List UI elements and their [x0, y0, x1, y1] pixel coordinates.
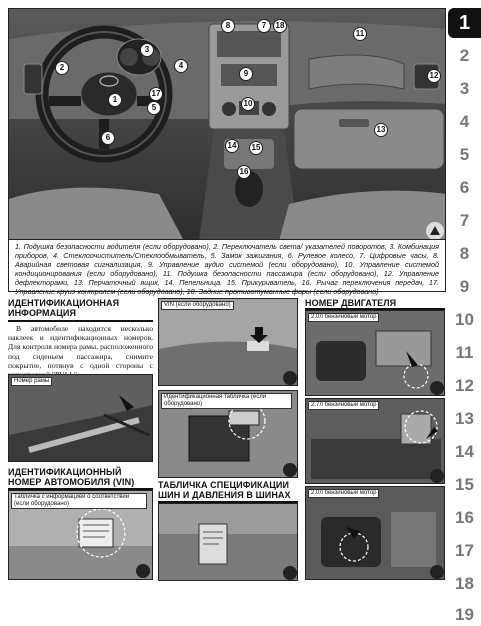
- callout-8: 8: [221, 19, 235, 33]
- callout-14: 14: [225, 139, 239, 153]
- identification-rule: [8, 320, 153, 322]
- engine-number-title: НОМЕР ДВИГАТЕЛЯ: [305, 298, 397, 308]
- callout-4: 4: [174, 59, 188, 73]
- chapter-tab-12[interactable]: 12: [455, 376, 474, 395]
- callout-16: 16: [237, 165, 251, 179]
- callout-1: 1: [108, 93, 122, 107]
- chapter-tab-2[interactable]: 2: [459, 46, 470, 65]
- frame-number-illustration: [9, 375, 153, 462]
- chapter-tab-19[interactable]: 19: [455, 605, 474, 624]
- chapter-tab-16[interactable]: 16: [455, 508, 474, 527]
- callout-10: 10: [241, 97, 255, 111]
- vin-windshield-label: VIN (если оборудовано): [161, 301, 234, 310]
- chapter-tab-7[interactable]: 7: [459, 211, 470, 230]
- vin-title: ИДЕНТИФИКАЦИОННЫЙ НОМЕР АВТОМОБИЛЯ (VIN): [8, 467, 135, 487]
- chapter-tab-3[interactable]: 3: [459, 79, 470, 98]
- chapter-tab-18[interactable]: 18: [455, 574, 474, 593]
- tire-spec-illustration: [159, 504, 298, 581]
- identification-plate-label: Идентификационная табличка (если оборудовано): [161, 393, 292, 409]
- chapter-tab-8[interactable]: 8: [459, 244, 470, 263]
- engine-photo-2-label: 2.7л бензиновый мотор: [308, 401, 379, 410]
- frame-number-label: Номер рамы: [11, 377, 52, 386]
- callout-9: 9: [239, 67, 253, 81]
- dashboard-caption: 1. Подушка безопасности водителя (если оборудовано), 2. Переключатель света/ указателей поворотов, 3. Комбинация приборов, 4. Стеклоочиститель/Стеклообмыватель, 5. Замок зажигания, 6. Рулевое колесо, 7. Цифровые часы, 8. Аварийная световая сигнализация, 9. Управление аудио системой (если оборудовано), 10. Управление системой кондиционирования (если оборудовано), 11. Подушка безопасности пассажира (если оборудовано), 12. Управление дефлекторами, 13. Перчаточный ящик, 14. Пепельница, 15. Прикуриватель, 16. Рычаг переключения передач, 17. Управление круиз-контролем (если оборудовано), 18. Задние противотуманные фары (если оборудовано): [8, 240, 446, 292]
- chapter-tab-11[interactable]: 11: [455, 343, 474, 362]
- engine-1-illustration: [306, 311, 445, 396]
- callout-6: 6: [101, 131, 115, 145]
- identification-plate-photo: [158, 390, 298, 478]
- chapter-tab-14[interactable]: 14: [455, 442, 474, 461]
- chapter-tab-13[interactable]: 13: [455, 409, 474, 428]
- engine-photo-2: [305, 398, 445, 484]
- chapter-tab-15[interactable]: 15: [455, 475, 474, 494]
- engine-photo-3: [305, 486, 445, 580]
- callout-11: 11: [353, 27, 367, 41]
- chapter-tab-1[interactable]: 1: [448, 8, 481, 38]
- chapter-tab-6[interactable]: 6: [459, 178, 470, 197]
- identification-title: ИДЕНТИФИКАЦИОННАЯ ИНФОРМАЦИЯ: [8, 298, 120, 318]
- callout-17: 17: [149, 87, 163, 101]
- callout-15: 15: [249, 141, 263, 155]
- engine-2-illustration: [306, 399, 445, 484]
- callout-7: 7: [257, 19, 271, 33]
- chapter-tab-17[interactable]: 17: [455, 541, 474, 560]
- chapter-tab-4[interactable]: 4: [459, 112, 470, 131]
- callout-2: 2: [55, 61, 69, 75]
- vin-sticker-photo: [8, 490, 153, 580]
- callout-12: 12: [427, 69, 441, 83]
- dashboard-photo: [8, 8, 446, 240]
- frame-number-photo: [8, 374, 153, 462]
- chapter-index: [448, 8, 481, 622]
- identification-text: В автомобиле находится несколько наклеек и идентификационных номеров. Для контроля номера рамы, расположенного под сиденьем пассажира, снимите покрытие, потянув с одной стороны с: [8, 324, 153, 370]
- vin-sticker-label: Табличка с информацией о соответствии (если оборудовано): [11, 493, 147, 509]
- callout-5: 5: [147, 101, 161, 115]
- chapter-tab-5[interactable]: 5: [459, 145, 470, 164]
- engine-3-illustration: [306, 487, 445, 580]
- vin-windshield-photo: [158, 298, 298, 386]
- callout-18: 18: [273, 19, 287, 33]
- engine-photo-1: [305, 310, 445, 396]
- engine-photo-3-label: 2.0л бензиновый мотор: [308, 489, 379, 498]
- engine-photo-1-label: 2.0л бензиновый мотор: [308, 313, 379, 322]
- callout-3: 3: [140, 43, 154, 57]
- tire-spec-title: ТАБЛИЧКА СПЕЦИФИКАЦИИ ШИН И ДАВЛЕНИЯ В ШИНАХ: [158, 480, 291, 500]
- callout-13: 13: [374, 123, 388, 137]
- chapter-tab-10[interactable]: 10: [455, 310, 474, 329]
- vin-windshield-illustration: [159, 299, 298, 386]
- tire-spec-photo: [158, 503, 298, 581]
- chapter-tab-9[interactable]: 9: [459, 277, 470, 296]
